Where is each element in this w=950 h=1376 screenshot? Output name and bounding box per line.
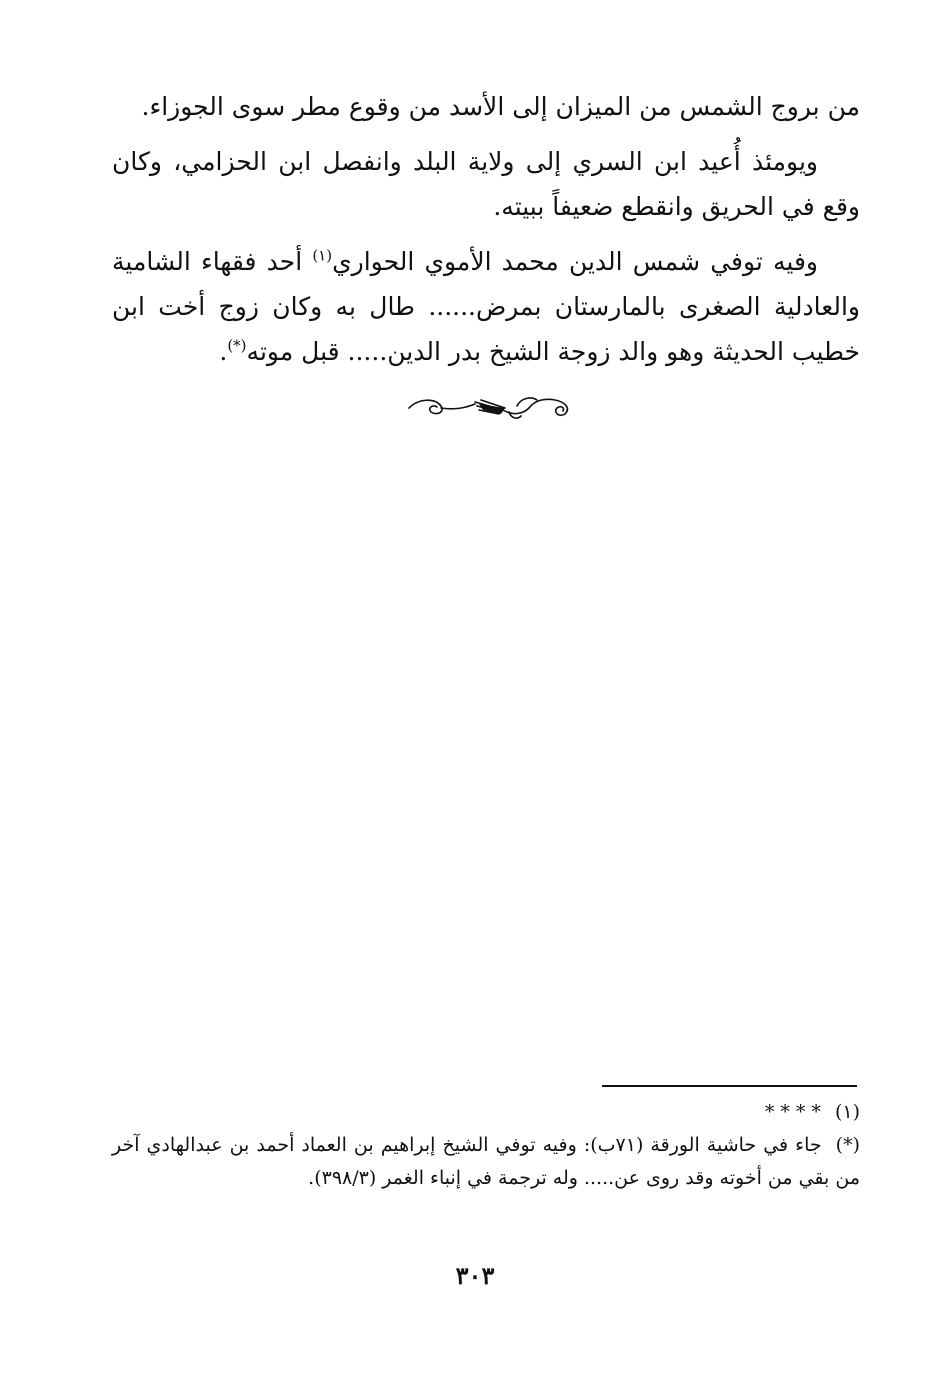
footnote-1-marker: (١) [834, 1101, 860, 1123]
footnote-divider [602, 1085, 857, 1087]
paragraph-1 [112, 84, 860, 129]
paragraph-3-end: . [219, 337, 228, 366]
footnote-2-marker: (*) [835, 1134, 860, 1156]
footnote-ref-star[interactable]: (*) [227, 336, 247, 355]
footnote-ref-1[interactable]: (١) [312, 246, 333, 265]
footnote-1-text: * * * * [764, 1101, 821, 1123]
paragraph-2 [112, 139, 860, 229]
paragraph-2-text: ويومئذ أُعيد ابن السري إلى ولاية البلد وانفصل ابن الحزامي، وكان وقع في الحريق وانقطع ضعيفاً ببيته. [112, 147, 860, 221]
page-number: ٣٠٣ [455, 1261, 495, 1290]
footnote-1 [112, 1096, 860, 1129]
paragraph-3-text-b: أحد فقهاء الشامية والعادلية الصغرى بالمارستان بمرض...... طال به وكان زوج أخت ابن خطيب الحديثة وهو والد زوجة الشيخ بدر الدين..... قبل موته [112, 247, 860, 366]
paragraph-3-text-a: وفيه توفي شمس الدين محمد الأموي الحواري [332, 247, 818, 276]
main-text [112, 84, 860, 384]
paragraph-3 [112, 239, 860, 374]
paragraph-1-text: من بروج الشمس من الميزان إلى الأسد من وقوع مطر سوى الجوزاء. [141, 92, 860, 121]
footnote-2 [112, 1129, 860, 1195]
section-end-ornament-icon [405, 388, 575, 424]
footnotes [112, 1096, 860, 1195]
footnote-2-text: جاء في حاشية الورقة (٧١ب): وفيه توفي الشيخ إبراهيم بن العماد أحمد بن عبدالهادي آخر من بقي من أخوته وقد روى عن..... وله ترجمة في إنباء الغمر (٣٩٨/٣). [112, 1134, 860, 1189]
